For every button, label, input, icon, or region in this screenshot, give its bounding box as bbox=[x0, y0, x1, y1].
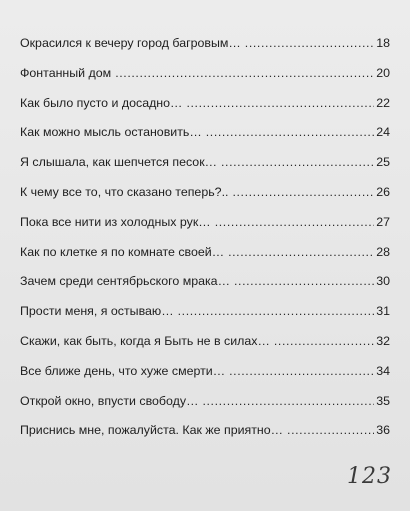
table-of-contents bbox=[20, 34, 390, 451]
toc-entry-title: Прости меня, я остываю… bbox=[20, 304, 174, 319]
toc-entry-page: 22 bbox=[376, 95, 390, 110]
toc-entry-page: 18 bbox=[376, 36, 390, 50]
toc-entry-page: 20 bbox=[376, 65, 390, 80]
dot-leader bbox=[229, 362, 374, 380]
toc-entry-title: Пока все нити из холодных рук… bbox=[20, 214, 211, 229]
toc-entry-page: 30 bbox=[376, 274, 390, 289]
toc-entry-title: Открой окно, впусти свободу… bbox=[20, 393, 199, 408]
toc-entry-title: Все ближе день, что хуже смерти… bbox=[20, 363, 226, 378]
toc-entry-title: Скажи, как быть, когда я Быть не в силах… bbox=[20, 333, 270, 348]
toc-entry-title: Как было пусто и досадно… bbox=[20, 95, 183, 110]
toc-entry bbox=[20, 64, 390, 94]
toc-entry bbox=[20, 392, 390, 422]
toc-entry bbox=[20, 94, 390, 124]
toc-entry-page: 26 bbox=[376, 184, 390, 199]
dot-leader bbox=[202, 392, 374, 410]
toc-entry-page: 25 bbox=[376, 155, 390, 170]
toc-entry-title: Я слышала, как шепчется песок… bbox=[20, 155, 218, 170]
dot-leader bbox=[215, 213, 374, 231]
toc-entry bbox=[20, 272, 390, 302]
toc-entry-title: Приснись мне, пожалуйста. Как же приятно… bbox=[20, 423, 284, 438]
toc-entry bbox=[20, 123, 390, 153]
dot-leader bbox=[274, 332, 374, 350]
toc-entry-title: Окрасился к вечеру город багровым… bbox=[20, 36, 241, 50]
toc-entry bbox=[20, 34, 390, 64]
toc-entry-page: 31 bbox=[376, 304, 390, 319]
toc-entry bbox=[20, 213, 390, 243]
toc-entry-title: Фонтанный дом bbox=[20, 65, 112, 80]
toc-entry-page: 24 bbox=[376, 125, 390, 140]
toc-entry bbox=[20, 153, 390, 183]
toc-entry-page: 28 bbox=[376, 244, 390, 259]
toc-entry bbox=[20, 332, 390, 362]
toc-entry-page: 34 bbox=[376, 363, 390, 378]
toc-entry-page: 27 bbox=[376, 214, 390, 229]
toc-entry bbox=[20, 302, 390, 332]
dot-leader bbox=[178, 302, 374, 320]
dot-leader bbox=[221, 153, 374, 171]
toc-entry bbox=[20, 421, 390, 451]
dot-leader bbox=[115, 64, 374, 82]
dot-leader bbox=[245, 34, 374, 52]
toc-entry-page: 35 bbox=[376, 393, 390, 408]
toc-entry bbox=[20, 183, 390, 213]
dot-leader bbox=[206, 123, 374, 141]
toc-entry bbox=[20, 362, 390, 392]
dot-leader bbox=[287, 421, 374, 439]
toc-entry-title: Как по клетке я по комнате своей… bbox=[20, 244, 225, 259]
toc-entry-title: Зачем среди сентябрьского мрака… bbox=[20, 274, 230, 289]
dot-leader bbox=[228, 243, 374, 261]
toc-entry-title: К чему все то, что сказано теперь?.. bbox=[20, 184, 229, 199]
dot-leader bbox=[232, 183, 374, 201]
toc-entry-title: Как можно мысль остановить… bbox=[20, 125, 202, 140]
toc-entry bbox=[20, 243, 390, 273]
dot-leader bbox=[234, 272, 374, 290]
page-number: 123 bbox=[347, 464, 392, 489]
toc-entry-page: 36 bbox=[376, 423, 390, 438]
toc-entry-page: 32 bbox=[376, 333, 390, 348]
dot-leader bbox=[186, 94, 374, 112]
